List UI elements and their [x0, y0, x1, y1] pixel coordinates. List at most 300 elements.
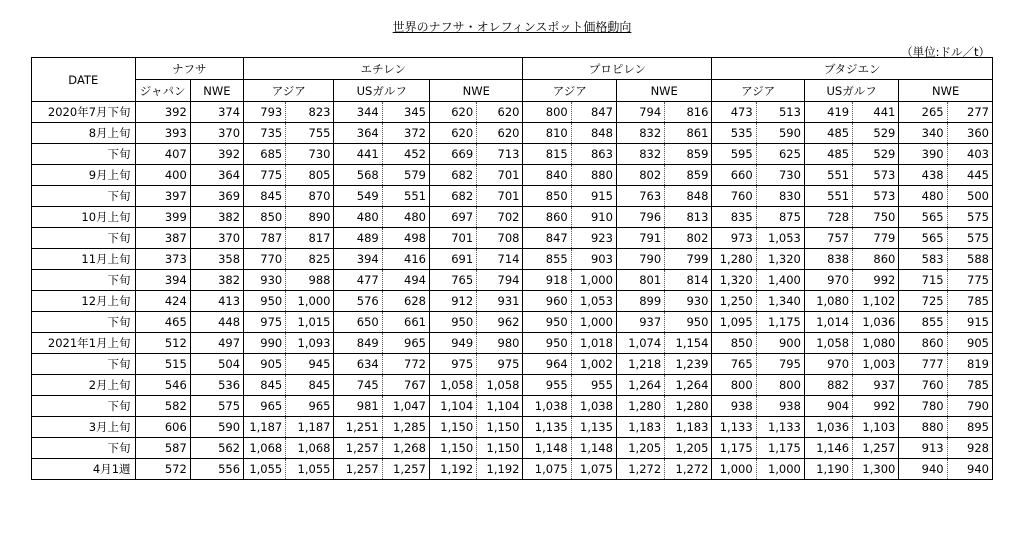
- price-cell: 394: [135, 270, 190, 291]
- price-cell: 814: [665, 270, 712, 291]
- group-ethylene: エチレン: [244, 58, 523, 80]
- price-cell: 930: [244, 270, 286, 291]
- price-cell: 1,175: [756, 312, 804, 333]
- price-cell: 905: [244, 354, 286, 375]
- price-cell: 728: [804, 207, 852, 228]
- price-cell: 950: [244, 291, 286, 312]
- price-cell: 832: [616, 123, 664, 144]
- price-cell: 1,257: [334, 459, 382, 480]
- header-row-regions: [32, 80, 993, 102]
- price-cell: 1,250: [712, 291, 756, 312]
- price-cell: 791: [616, 228, 664, 249]
- price-cell: 903: [571, 249, 616, 270]
- price-cell: 913: [899, 438, 947, 459]
- table-row: [32, 228, 993, 249]
- price-cell: 595: [712, 144, 756, 165]
- price-cell: 448: [190, 312, 243, 333]
- price-cell: 1,150: [477, 417, 523, 438]
- price-cell: 800: [712, 375, 756, 396]
- price-cell: 796: [616, 207, 664, 228]
- price-cell: 1,068: [244, 438, 286, 459]
- row-date: 2021年1月上旬: [32, 333, 136, 354]
- price-cell: 1,183: [616, 417, 664, 438]
- row-date: 下旬: [32, 186, 136, 207]
- price-cell: 882: [804, 375, 852, 396]
- row-date: 下旬: [32, 396, 136, 417]
- price-cell: 904: [804, 396, 852, 417]
- price-cell: 390: [899, 144, 947, 165]
- price-cell: 955: [571, 375, 616, 396]
- price-cell: 730: [286, 144, 334, 165]
- price-cell: 701: [429, 228, 476, 249]
- price-cell: 975: [477, 354, 523, 375]
- price-cell: 960: [523, 291, 571, 312]
- price-cell: 364: [334, 123, 382, 144]
- price-cell: 757: [804, 228, 852, 249]
- price-cell: 855: [899, 312, 947, 333]
- price-cell: 1,055: [286, 459, 334, 480]
- price-cell: 625: [756, 144, 804, 165]
- price-cell: 691: [429, 249, 476, 270]
- price-cell: 923: [571, 228, 616, 249]
- row-date: 12月上旬: [32, 291, 136, 312]
- table-row: [32, 417, 993, 438]
- price-cell: 779: [853, 228, 899, 249]
- price-cell: 1,003: [853, 354, 899, 375]
- price-cell: 801: [616, 270, 664, 291]
- price-cell: 799: [665, 249, 712, 270]
- price-cell: 572: [135, 459, 190, 480]
- price-cell: 685: [244, 144, 286, 165]
- price-cell: 650: [334, 312, 382, 333]
- price-cell: 945: [286, 354, 334, 375]
- date-header: DATE: [32, 58, 136, 102]
- price-cell: 1,272: [665, 459, 712, 480]
- price-cell: 715: [899, 270, 947, 291]
- price-cell: 535: [712, 123, 756, 144]
- price-cell: 364: [190, 165, 243, 186]
- sub-header: アジア: [523, 80, 616, 102]
- price-cell: 816: [665, 102, 712, 123]
- price-cell: 790: [616, 249, 664, 270]
- price-cell: 1,095: [712, 312, 756, 333]
- price-cell: 701: [477, 165, 523, 186]
- price-cell: 899: [616, 291, 664, 312]
- price-cell: 949: [429, 333, 476, 354]
- page-title: 世界のナフサ・オレフィンスポット価格動向: [392, 20, 632, 34]
- price-cell: 847: [571, 102, 616, 123]
- price-cell: 565: [899, 228, 947, 249]
- price-cell: 918: [523, 270, 571, 291]
- price-cell: 1,205: [665, 438, 712, 459]
- price-cell: 628: [382, 291, 429, 312]
- price-cell: 850: [523, 186, 571, 207]
- price-cell: 1,053: [571, 291, 616, 312]
- price-cell: 1,102: [853, 291, 899, 312]
- price-cell: 1,239: [665, 354, 712, 375]
- price-cell: 438: [899, 165, 947, 186]
- price-cell: 407: [135, 144, 190, 165]
- price-cell: 565: [899, 207, 947, 228]
- price-cell: 344: [334, 102, 382, 123]
- row-date: 下旬: [32, 228, 136, 249]
- price-cell: 1,104: [429, 396, 476, 417]
- price-cell: 441: [334, 144, 382, 165]
- price-cell: 1,053: [756, 228, 804, 249]
- price-cell: 938: [756, 396, 804, 417]
- price-cell: 1,075: [523, 459, 571, 480]
- price-cell: 850: [712, 333, 756, 354]
- price-cell: 845: [244, 186, 286, 207]
- price-table: [31, 57, 993, 480]
- price-cell: 620: [429, 102, 476, 123]
- table-row: [32, 459, 993, 480]
- price-cell: 445: [947, 165, 992, 186]
- price-cell: 845: [286, 375, 334, 396]
- price-cell: 849: [334, 333, 382, 354]
- price-cell: 1,000: [571, 270, 616, 291]
- price-cell: 374: [190, 102, 243, 123]
- table-row: [32, 375, 993, 396]
- price-cell: 480: [899, 186, 947, 207]
- price-cell: 847: [523, 228, 571, 249]
- price-cell: 1,150: [429, 417, 476, 438]
- price-cell: 848: [571, 123, 616, 144]
- table-row: [32, 144, 993, 165]
- price-cell: 817: [286, 228, 334, 249]
- price-cell: 392: [190, 144, 243, 165]
- sub-header: ジャパン: [135, 80, 190, 102]
- price-cell: 480: [382, 207, 429, 228]
- price-cell: 848: [665, 186, 712, 207]
- price-cell: 1,218: [616, 354, 664, 375]
- price-cell: 1,075: [571, 459, 616, 480]
- price-cell: 1,280: [665, 396, 712, 417]
- price-cell: 1,320: [712, 270, 756, 291]
- price-cell: 937: [616, 312, 664, 333]
- price-cell: 682: [429, 186, 476, 207]
- price-cell: 373: [135, 249, 190, 270]
- price-cell: 832: [616, 144, 664, 165]
- price-cell: 895: [947, 417, 992, 438]
- price-cell: 701: [477, 186, 523, 207]
- price-cell: 397: [135, 186, 190, 207]
- price-cell: 393: [135, 123, 190, 144]
- price-cell: 1,280: [712, 249, 756, 270]
- price-cell: 583: [899, 249, 947, 270]
- row-date: 下旬: [32, 354, 136, 375]
- price-cell: 965: [244, 396, 286, 417]
- price-cell: 794: [616, 102, 664, 123]
- group-propylene: プロピレン: [523, 58, 712, 80]
- price-cell: 392: [135, 102, 190, 123]
- price-cell: 1,058: [804, 333, 852, 354]
- price-cell: 973: [712, 228, 756, 249]
- price-cell: 473: [712, 102, 756, 123]
- price-cell: 964: [523, 354, 571, 375]
- price-cell: 590: [756, 123, 804, 144]
- price-cell: 1,000: [712, 459, 756, 480]
- table-row: [32, 333, 993, 354]
- price-cell: 910: [571, 207, 616, 228]
- price-cell: 1,192: [477, 459, 523, 480]
- price-cell: 551: [804, 186, 852, 207]
- price-cell: 504: [190, 354, 243, 375]
- price-cell: 424: [135, 291, 190, 312]
- price-cell: 965: [382, 333, 429, 354]
- price-cell: 582: [135, 396, 190, 417]
- price-cell: 1,264: [616, 375, 664, 396]
- price-cell: 1,058: [477, 375, 523, 396]
- price-cell: 669: [429, 144, 476, 165]
- price-cell: 928: [947, 438, 992, 459]
- price-cell: 400: [135, 165, 190, 186]
- price-cell: 620: [477, 102, 523, 123]
- price-cell: 880: [899, 417, 947, 438]
- table-row: [32, 291, 993, 312]
- price-cell: 802: [616, 165, 664, 186]
- price-cell: 515: [135, 354, 190, 375]
- price-cell: 568: [334, 165, 382, 186]
- price-cell: 1,257: [382, 459, 429, 480]
- price-cell: 465: [135, 312, 190, 333]
- price-cell: 794: [477, 270, 523, 291]
- price-cell: 546: [135, 375, 190, 396]
- price-cell: 845: [244, 375, 286, 396]
- price-cell: 880: [571, 165, 616, 186]
- price-cell: 912: [429, 291, 476, 312]
- price-cell: 863: [571, 144, 616, 165]
- price-cell: 1,093: [286, 333, 334, 354]
- price-cell: 529: [853, 144, 899, 165]
- price-cell: 765: [712, 354, 756, 375]
- price-cell: 660: [712, 165, 756, 186]
- price-cell: 573: [853, 186, 899, 207]
- price-cell: 775: [244, 165, 286, 186]
- price-cell: 1,135: [523, 417, 571, 438]
- row-date: 2月上旬: [32, 375, 136, 396]
- price-cell: 394: [334, 249, 382, 270]
- price-cell: 1,015: [286, 312, 334, 333]
- price-cell: 772: [382, 354, 429, 375]
- price-cell: 813: [665, 207, 712, 228]
- price-cell: 1,192: [429, 459, 476, 480]
- sub-header: NWE: [616, 80, 712, 102]
- price-cell: 859: [665, 165, 712, 186]
- price-cell: 775: [947, 270, 992, 291]
- price-cell: 370: [190, 123, 243, 144]
- price-cell: 992: [853, 270, 899, 291]
- price-cell: 1,148: [523, 438, 571, 459]
- price-cell: 529: [853, 123, 899, 144]
- price-cell: 830: [756, 186, 804, 207]
- price-cell: 358: [190, 249, 243, 270]
- price-cell: 370: [190, 228, 243, 249]
- price-cell: 860: [853, 249, 899, 270]
- price-cell: 838: [804, 249, 852, 270]
- price-cell: 755: [286, 123, 334, 144]
- price-cell: 931: [477, 291, 523, 312]
- price-cell: 588: [947, 249, 992, 270]
- sub-header: USガルフ: [804, 80, 898, 102]
- price-cell: 1,190: [804, 459, 852, 480]
- price-cell: 536: [190, 375, 243, 396]
- price-cell: 1,080: [853, 333, 899, 354]
- price-cell: 855: [523, 249, 571, 270]
- price-cell: 369: [190, 186, 243, 207]
- table-row: [32, 102, 993, 123]
- price-cell: 551: [804, 165, 852, 186]
- price-cell: 714: [477, 249, 523, 270]
- price-cell: 441: [853, 102, 899, 123]
- price-cell: 556: [190, 459, 243, 480]
- price-cell: 795: [756, 354, 804, 375]
- price-cell: 575: [190, 396, 243, 417]
- price-cell: 785: [947, 375, 992, 396]
- price-cell: 750: [853, 207, 899, 228]
- header-row-groups: [32, 58, 993, 80]
- price-cell: 477: [334, 270, 382, 291]
- price-cell: 498: [382, 228, 429, 249]
- price-cell: 575: [947, 207, 992, 228]
- price-cell: 702: [477, 207, 523, 228]
- price-cell: 1,257: [853, 438, 899, 459]
- price-cell: 576: [334, 291, 382, 312]
- price-cell: 513: [756, 102, 804, 123]
- price-cell: 915: [571, 186, 616, 207]
- price-cell: 620: [429, 123, 476, 144]
- price-cell: 760: [899, 375, 947, 396]
- price-cell: 1,038: [523, 396, 571, 417]
- table-row: [32, 438, 993, 459]
- sub-header: アジア: [712, 80, 804, 102]
- price-cell: 634: [334, 354, 382, 375]
- price-cell: 1,135: [571, 417, 616, 438]
- price-cell: 562: [190, 438, 243, 459]
- price-cell: 345: [382, 102, 429, 123]
- price-cell: 1,133: [712, 417, 756, 438]
- price-cell: 975: [244, 312, 286, 333]
- row-date: 2020年7月下旬: [32, 102, 136, 123]
- price-cell: 787: [244, 228, 286, 249]
- price-cell: 1,000: [286, 291, 334, 312]
- price-cell: 500: [947, 186, 992, 207]
- price-cell: 661: [382, 312, 429, 333]
- price-cell: 819: [947, 354, 992, 375]
- price-cell: 905: [947, 333, 992, 354]
- price-cell: 620: [477, 123, 523, 144]
- price-cell: 1,154: [665, 333, 712, 354]
- price-cell: 1,257: [334, 438, 382, 459]
- table-row: [32, 249, 993, 270]
- price-cell: 965: [286, 396, 334, 417]
- price-cell: 590: [190, 417, 243, 438]
- row-date: 11月上旬: [32, 249, 136, 270]
- price-cell: 745: [334, 375, 382, 396]
- price-cell: 860: [899, 333, 947, 354]
- price-cell: 1,268: [382, 438, 429, 459]
- price-cell: 387: [135, 228, 190, 249]
- sub-header: NWE: [899, 80, 993, 102]
- table-row: [32, 123, 993, 144]
- price-cell: 802: [665, 228, 712, 249]
- price-cell: 1,103: [853, 417, 899, 438]
- price-cell: 606: [135, 417, 190, 438]
- row-date: 下旬: [32, 312, 136, 333]
- price-cell: 277: [947, 102, 992, 123]
- price-cell: 1,205: [616, 438, 664, 459]
- price-cell: 735: [244, 123, 286, 144]
- price-cell: 793: [244, 102, 286, 123]
- price-cell: 1,300: [853, 459, 899, 480]
- price-cell: 815: [523, 144, 571, 165]
- price-cell: 725: [899, 291, 947, 312]
- price-cell: 1,264: [665, 375, 712, 396]
- price-cell: 940: [947, 459, 992, 480]
- price-cell: 805: [286, 165, 334, 186]
- price-cell: 870: [286, 186, 334, 207]
- row-date: 10月上旬: [32, 207, 136, 228]
- price-cell: 1,183: [665, 417, 712, 438]
- price-cell: 265: [899, 102, 947, 123]
- price-cell: 1,047: [382, 396, 429, 417]
- price-cell: 682: [429, 165, 476, 186]
- price-cell: 480: [334, 207, 382, 228]
- price-cell: 403: [947, 144, 992, 165]
- price-cell: 810: [523, 123, 571, 144]
- price-cell: 890: [286, 207, 334, 228]
- price-cell: 1,187: [286, 417, 334, 438]
- price-cell: 1,340: [756, 291, 804, 312]
- row-date: 4月1週: [32, 459, 136, 480]
- price-cell: 1,055: [244, 459, 286, 480]
- price-cell: 800: [756, 375, 804, 396]
- price-cell: 770: [244, 249, 286, 270]
- price-cell: 413: [190, 291, 243, 312]
- price-cell: 1,150: [477, 438, 523, 459]
- price-cell: 970: [804, 270, 852, 291]
- price-cell: 790: [947, 396, 992, 417]
- price-cell: 840: [523, 165, 571, 186]
- price-cell: 950: [523, 312, 571, 333]
- price-cell: 730: [756, 165, 804, 186]
- price-cell: 512: [135, 333, 190, 354]
- price-cell: 382: [190, 270, 243, 291]
- table-row: [32, 312, 993, 333]
- price-cell: 915: [947, 312, 992, 333]
- price-cell: 1,018: [571, 333, 616, 354]
- price-cell: 860: [523, 207, 571, 228]
- price-cell: 970: [804, 354, 852, 375]
- price-cell: 573: [853, 165, 899, 186]
- price-cell: 950: [665, 312, 712, 333]
- price-cell: 340: [899, 123, 947, 144]
- price-cell: 416: [382, 249, 429, 270]
- table-row: [32, 207, 993, 228]
- price-cell: 777: [899, 354, 947, 375]
- price-cell: 1,146: [804, 438, 852, 459]
- price-cell: 980: [477, 333, 523, 354]
- row-date: 9月上旬: [32, 165, 136, 186]
- price-cell: 497: [190, 333, 243, 354]
- price-cell: 850: [244, 207, 286, 228]
- price-cell: 785: [947, 291, 992, 312]
- price-cell: 992: [853, 396, 899, 417]
- price-cell: 1,074: [616, 333, 664, 354]
- price-cell: 1,038: [571, 396, 616, 417]
- price-cell: 1,400: [756, 270, 804, 291]
- price-cell: 800: [523, 102, 571, 123]
